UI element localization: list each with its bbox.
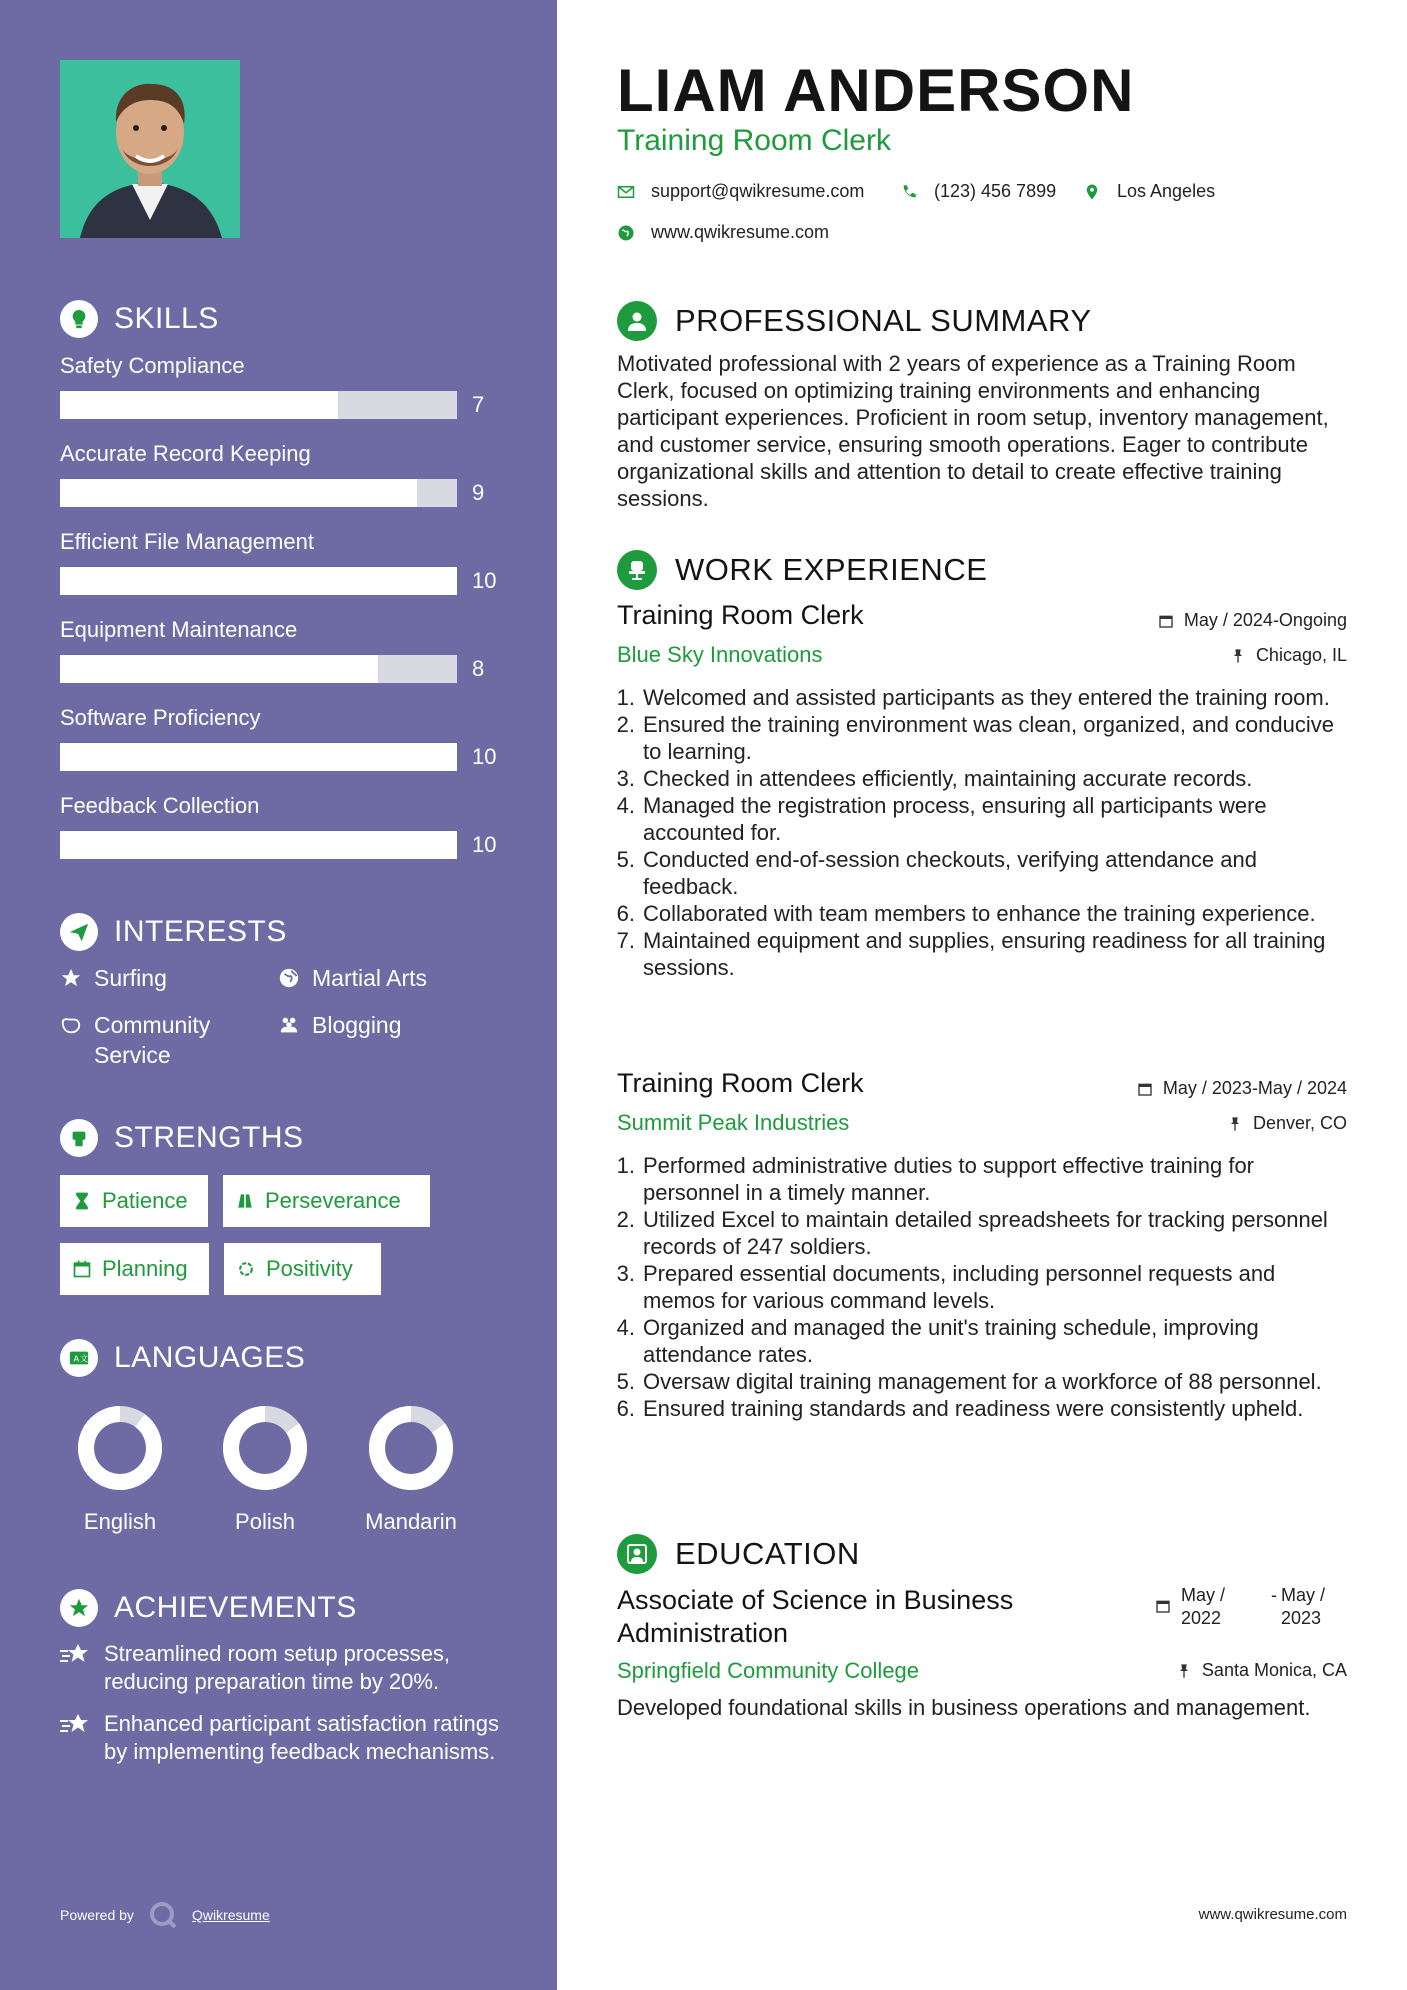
education-school: Springfield Community College [617,1658,920,1683]
skill-bar-fill [60,743,457,771]
sidebar [0,0,557,1990]
list-item: 5. Conducted end-of-session checkouts, verifying attendance and feedback. [616,847,1257,899]
pushpin-icon [1176,1663,1192,1679]
list-item: 7. Maintained equipment and supplies, ensuring readiness for all training sessions. [616,928,1326,980]
skill-bar-fill [60,391,338,419]
strengths-title: STRENGTHS [114,1121,304,1154]
education-heading [617,1534,860,1574]
skill-bar-fill [60,479,417,507]
education-degree: Associate of Science in Business Administration [617,1585,1014,1648]
skill-value: 10 [472,568,497,593]
skill-value: 10 [472,832,497,857]
skill-bar [60,831,457,859]
language-donut [222,1405,308,1491]
interests-title: INTERESTS [114,915,287,948]
list-item: 5. Oversaw digital training management for a workforce of 88 personnel. [616,1369,1322,1394]
job-company: Blue Sky Innovations [617,642,823,667]
skills-heading [60,300,219,338]
svg-text:文: 文 [79,1353,89,1364]
job-dates: May / 2024-Ongoing [1158,610,1347,631]
lightbulb-icon [60,300,98,338]
skill-bar [60,479,457,507]
strength-chip: Planning [60,1243,209,1295]
skill-bar-fill [60,655,378,683]
list-item: 4. Organized and managed the unit's training schedule, improving attendance rates. [616,1315,1259,1367]
skill-value: 10 [472,744,497,769]
achievement-item: Enhanced participant satisfaction ratings by implementing feedback mechanisms. [60,1710,500,1766]
interest-item: Martial Arts [278,963,427,993]
qwikresume-logo-icon [148,1900,178,1930]
experience-title: WORK EXPERIENCE [675,552,988,587]
skill-item: Efficient File Management 10 [60,529,497,593]
profile-photo [60,60,240,238]
list-item: 1. Performed administrative duties to support effective training for personnel in a timely manner. [616,1153,1255,1205]
qwikresume-link[interactable]: Qwikresume [191,1907,270,1923]
strengths-heading [60,1119,304,1157]
skill-item: Software Proficiency 10 [60,705,497,769]
footer-url[interactable]: www.qwikresume.com [1198,1906,1347,1923]
strength-chip: Perseverance [223,1175,430,1227]
summary-text: Motivated professional with 2 years of experience as a Training Room Clerk, focused on optimizing training environments and enhancing participant experiences. Proficient in room setup, inventory management, and customer service, ensuring smooth operations. Eager to contribute organizational skills and attention to detail to create effective training sessions. [617,351,1329,511]
users-icon [278,1014,300,1036]
skill-item: Safety Compliance 7 [60,353,485,417]
contact-email: support@qwikresume.com [617,181,864,202]
strength-chip: Patience [60,1175,208,1227]
language-item: Mandarin [341,1405,481,1535]
education-description: Developed foundational skills in business operations and management. [617,1695,1311,1720]
envelope-icon [617,183,635,201]
candidate-name: LIAM ANDERSON [617,57,1135,124]
skill-value: 7 [472,392,485,417]
languages-heading [60,1339,305,1377]
achievement-item: Streamlined room setup processes, reducing preparation time by 20%. [60,1640,500,1696]
job-dates: May / 2023-May / 2024 [1137,1078,1347,1099]
job-location: Denver, CO [1227,1113,1347,1134]
achievements-heading [60,1589,357,1627]
job-bullets [609,684,1339,981]
language-donut-arc [86,1414,154,1482]
skill-bar [60,655,457,683]
svg-text:A: A [73,1353,80,1364]
contact-phone: (123) 456 7899 [900,181,1056,202]
list-item: 4. Managed the registration process, ensuring all participants were accounted for. [616,793,1267,845]
contact-website: www.qwikresume.com [617,222,829,243]
summary-title: PROFESSIONAL SUMMARY [675,303,1092,338]
summary-heading [617,301,1092,341]
map-pin-icon [1083,183,1101,201]
skill-item: Accurate Record Keeping 9 [60,441,485,505]
language-donut [368,1405,454,1491]
pushpin-icon [1227,1116,1243,1132]
achievements-title: ACHIEVEMENTS [114,1591,357,1624]
list-item: 3. Prepared essential documents, including personnel requests and memos for various command levels. [616,1261,1276,1313]
interest-item: Blogging [278,1010,402,1040]
language-donut [77,1405,163,1491]
skills-title: SKILLS [114,302,219,335]
interest-item: Community Service [60,1010,260,1070]
powered-by: Powered by Qwikresume [60,1900,270,1930]
graduate-icon [617,1534,657,1574]
calendar-icon [1158,613,1174,629]
calendar-icon [1137,1081,1153,1097]
paper-plane-icon [60,913,98,951]
skill-bar [60,743,457,771]
skill-item: Equipment Maintenance 8 [60,617,485,681]
education-title: EDUCATION [675,1536,860,1571]
job-bullets [609,1152,1339,1422]
interests-heading [60,913,287,951]
contact-location: Los Angeles [1083,181,1215,202]
pushpin-icon [1230,648,1246,664]
job-title: Training Room Clerk [617,600,864,630]
skill-value: 9 [472,480,485,505]
education-dates: May / 2022 - May / 2023 [1155,1584,1341,1630]
language-item: English [50,1405,190,1535]
skill-bar [60,567,457,595]
shooting-star-icon [60,1712,90,1738]
globe-icon [617,224,635,242]
award-star-icon [60,1589,98,1627]
skill-item: Feedback Collection 10 [60,793,497,857]
list-item: 3. Checked in attendees efficiently, maintaining accurate records. [616,766,1253,791]
education-location: Santa Monica, CA [1176,1660,1347,1681]
phone-icon [900,183,918,201]
job-location: Chicago, IL [1230,645,1347,666]
user-icon [617,301,657,341]
candidate-role: Training Room Clerk [617,124,891,157]
strength-chip: Positivity [224,1243,381,1295]
interest-item: Surfing [60,963,167,993]
languages-title: LANGUAGES [114,1341,306,1374]
star-icon [60,967,82,989]
skill-bar [60,391,457,419]
briefcase-chair-icon [617,550,657,590]
skill-value: 8 [472,656,485,681]
list-item: 6. Collaborated with team members to enhance the training experience. [616,901,1316,926]
binoculars-icon [235,1191,255,1211]
calendar-icon [72,1259,92,1279]
skill-bar-fill [60,567,457,595]
list-item: 6. Ensured training standards and readiness were consistently upheld. [616,1396,1304,1421]
sun-icon [236,1259,256,1279]
list-item: 2. Ensured the training environment was clean, organized, and conducive to learning. [616,712,1334,764]
hand-icon [60,1014,82,1036]
job-company: Summit Peak Industries [617,1110,850,1135]
calendar-icon [1155,1598,1171,1614]
skill-bar-fill [60,831,457,859]
shooting-star-icon [60,1642,90,1668]
list-item: 1. Welcomed and assisted participants as they entered the training room. [616,685,1330,710]
hourglass-icon [72,1191,92,1211]
globe-icon [278,967,300,989]
experience-heading [617,550,987,590]
fist-icon [60,1119,98,1157]
list-item: 2. Utilized Excel to maintain detailed spreadsheets for tracking personnel records of 247 soldiers. [616,1207,1328,1259]
language-item: Polish [195,1405,335,1535]
job-title: Training Room Clerk [617,1068,864,1098]
language-icon [60,1339,98,1377]
